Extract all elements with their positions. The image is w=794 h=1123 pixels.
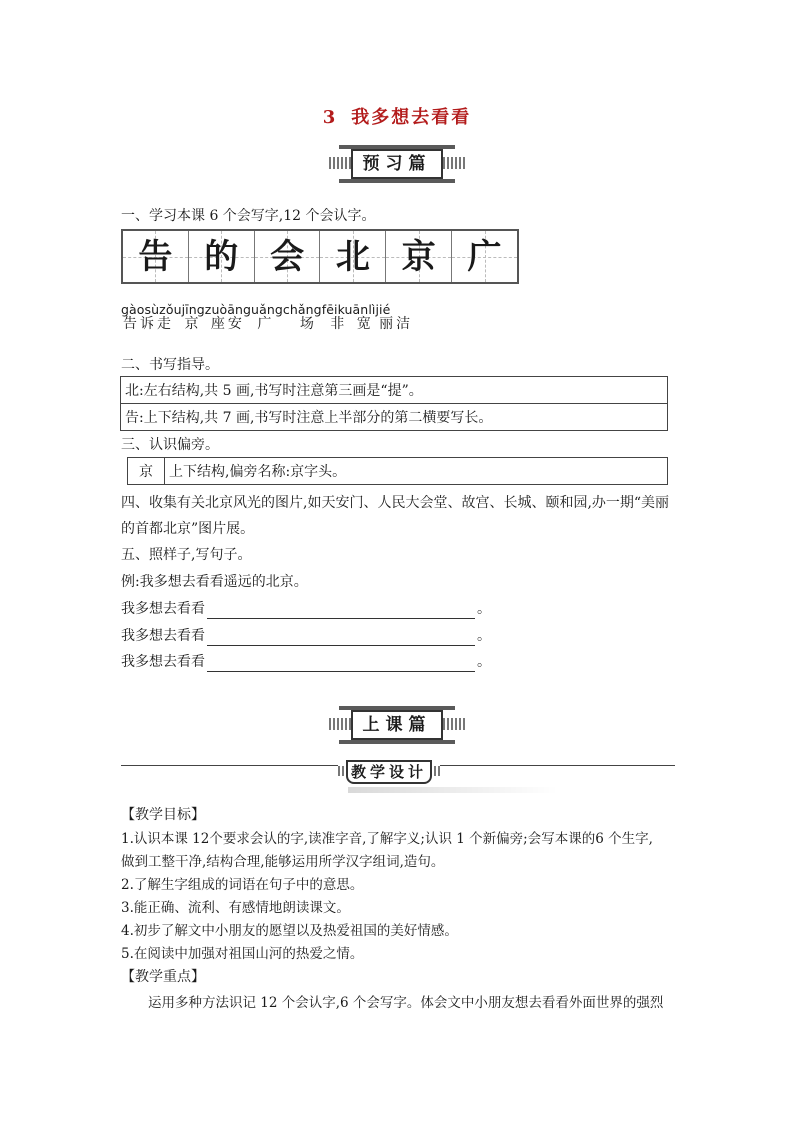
preview-banner-label: 预习篇	[351, 149, 443, 179]
read-char: 广	[257, 316, 272, 332]
preview-banner	[329, 143, 465, 185]
write-char: 京	[401, 237, 436, 277]
task1-text: 一、学习本课 6 个会写字,12 个会认字。	[121, 208, 376, 224]
task2-text: 二、书写指导。	[121, 357, 219, 373]
key-points-text: 运用多种方法识记 12 个会认字,6 个会写字。体会文中小朋友想去看看外面世界的强烈	[148, 995, 664, 1011]
answer-blank[interactable]	[207, 631, 475, 646]
class-banner	[329, 704, 465, 746]
answer-blank[interactable]	[207, 604, 475, 619]
guide-row-bei: 北:左右结构,共 5 画,书写时注意第三画是“提”。	[121, 377, 668, 404]
read-char: 场	[299, 316, 314, 332]
sentence-prompt	[121, 652, 491, 672]
lesson-title	[0, 103, 794, 129]
read-char: 座安	[210, 316, 245, 332]
radical-table	[127, 457, 668, 485]
lesson-number: 3	[322, 107, 338, 128]
teaching-design-label: 教学设计	[346, 760, 432, 784]
read-char: 非	[330, 316, 345, 332]
table-row	[121, 377, 668, 404]
pinyin-line: gàosùzǒujīngzuòānguǎngchǎngfēikuānlìjié	[121, 302, 391, 317]
goal-item: 4.初步了解文中小朋友的愿望以及热爱祖国的美好情感。	[121, 923, 458, 939]
teaching-design-banner	[338, 758, 440, 784]
guide-row-gao: 告:上下结构,共 7 画,书写时注意上半部分的第二横要写长。	[121, 404, 668, 431]
class-banner-label: 上课篇	[351, 710, 443, 740]
radical-desc: 上下结构,偏旁名称:京字头。	[165, 458, 668, 485]
read-chars-row	[123, 314, 415, 334]
table-row	[121, 404, 668, 431]
goal-item: 5.在阅读中加强对祖国山河的热爱之情。	[121, 946, 364, 962]
lesson-title-text: 我多想去看看	[351, 107, 472, 128]
task5-example: 例:我多想去看看遥远的北京。	[121, 574, 308, 590]
writing-grid	[121, 229, 519, 284]
answer-blank[interactable]	[207, 657, 475, 672]
goals-heading: 【教学目标】	[121, 807, 205, 823]
read-char: 告诉走	[123, 316, 174, 332]
read-char: 京	[184, 316, 199, 332]
grid-cell	[320, 231, 386, 282]
goal-item: 1.认识本课 12个要求会认的字,读准字音,了解字义;认识 1 个新偏旁;会写本课的6 个生字,	[121, 831, 653, 847]
grid-cell	[189, 231, 255, 282]
sentence-prefix: 我多想去看看	[121, 628, 205, 644]
sentence-prefix: 我多想去看看	[121, 601, 205, 617]
grid-cell	[386, 231, 452, 282]
read-char: 丽洁	[379, 316, 414, 332]
grid-cell	[123, 231, 189, 282]
task3-text: 三、认识偏旁。	[121, 437, 219, 453]
task5-text: 五、照样子,写句子。	[121, 547, 252, 563]
grid-cell	[255, 231, 321, 282]
sentence-prefix: 我多想去看看	[121, 654, 205, 670]
read-char: 宽	[356, 316, 371, 332]
task4-line1: 四、收集有关北京风光的图片,如天安门、人民大会堂、故宫、长城、颐和园,办一期“美丽	[121, 495, 670, 511]
table-row	[128, 458, 668, 485]
sentence-end: 。	[477, 628, 491, 644]
sentence-end: 。	[477, 654, 491, 670]
sentence-end: 。	[477, 601, 491, 617]
key-points-heading: 【教学重点】	[121, 969, 205, 985]
radical-char: 京	[128, 458, 165, 485]
write-char: 会	[270, 237, 305, 277]
writing-guide-table	[120, 376, 668, 431]
divider-shadow	[348, 787, 558, 793]
goal-item: 2.了解生字组成的词语在句子中的意思。	[121, 877, 364, 893]
write-char: 广	[467, 237, 502, 277]
goal-item: 做到工整干净,结构合理,能够运用所学汉字组词,造句。	[121, 854, 445, 870]
goal-item: 3.能正确、流利、有感情地朗读课文。	[121, 900, 350, 916]
write-char: 告	[138, 237, 173, 277]
sentence-prompt	[121, 599, 491, 619]
grid-cell	[452, 231, 517, 282]
write-char: 北	[335, 237, 370, 277]
task4-line2: 的首都北京”图片展。	[121, 521, 255, 537]
write-char: 的	[204, 237, 239, 277]
sentence-prompt	[121, 626, 491, 646]
